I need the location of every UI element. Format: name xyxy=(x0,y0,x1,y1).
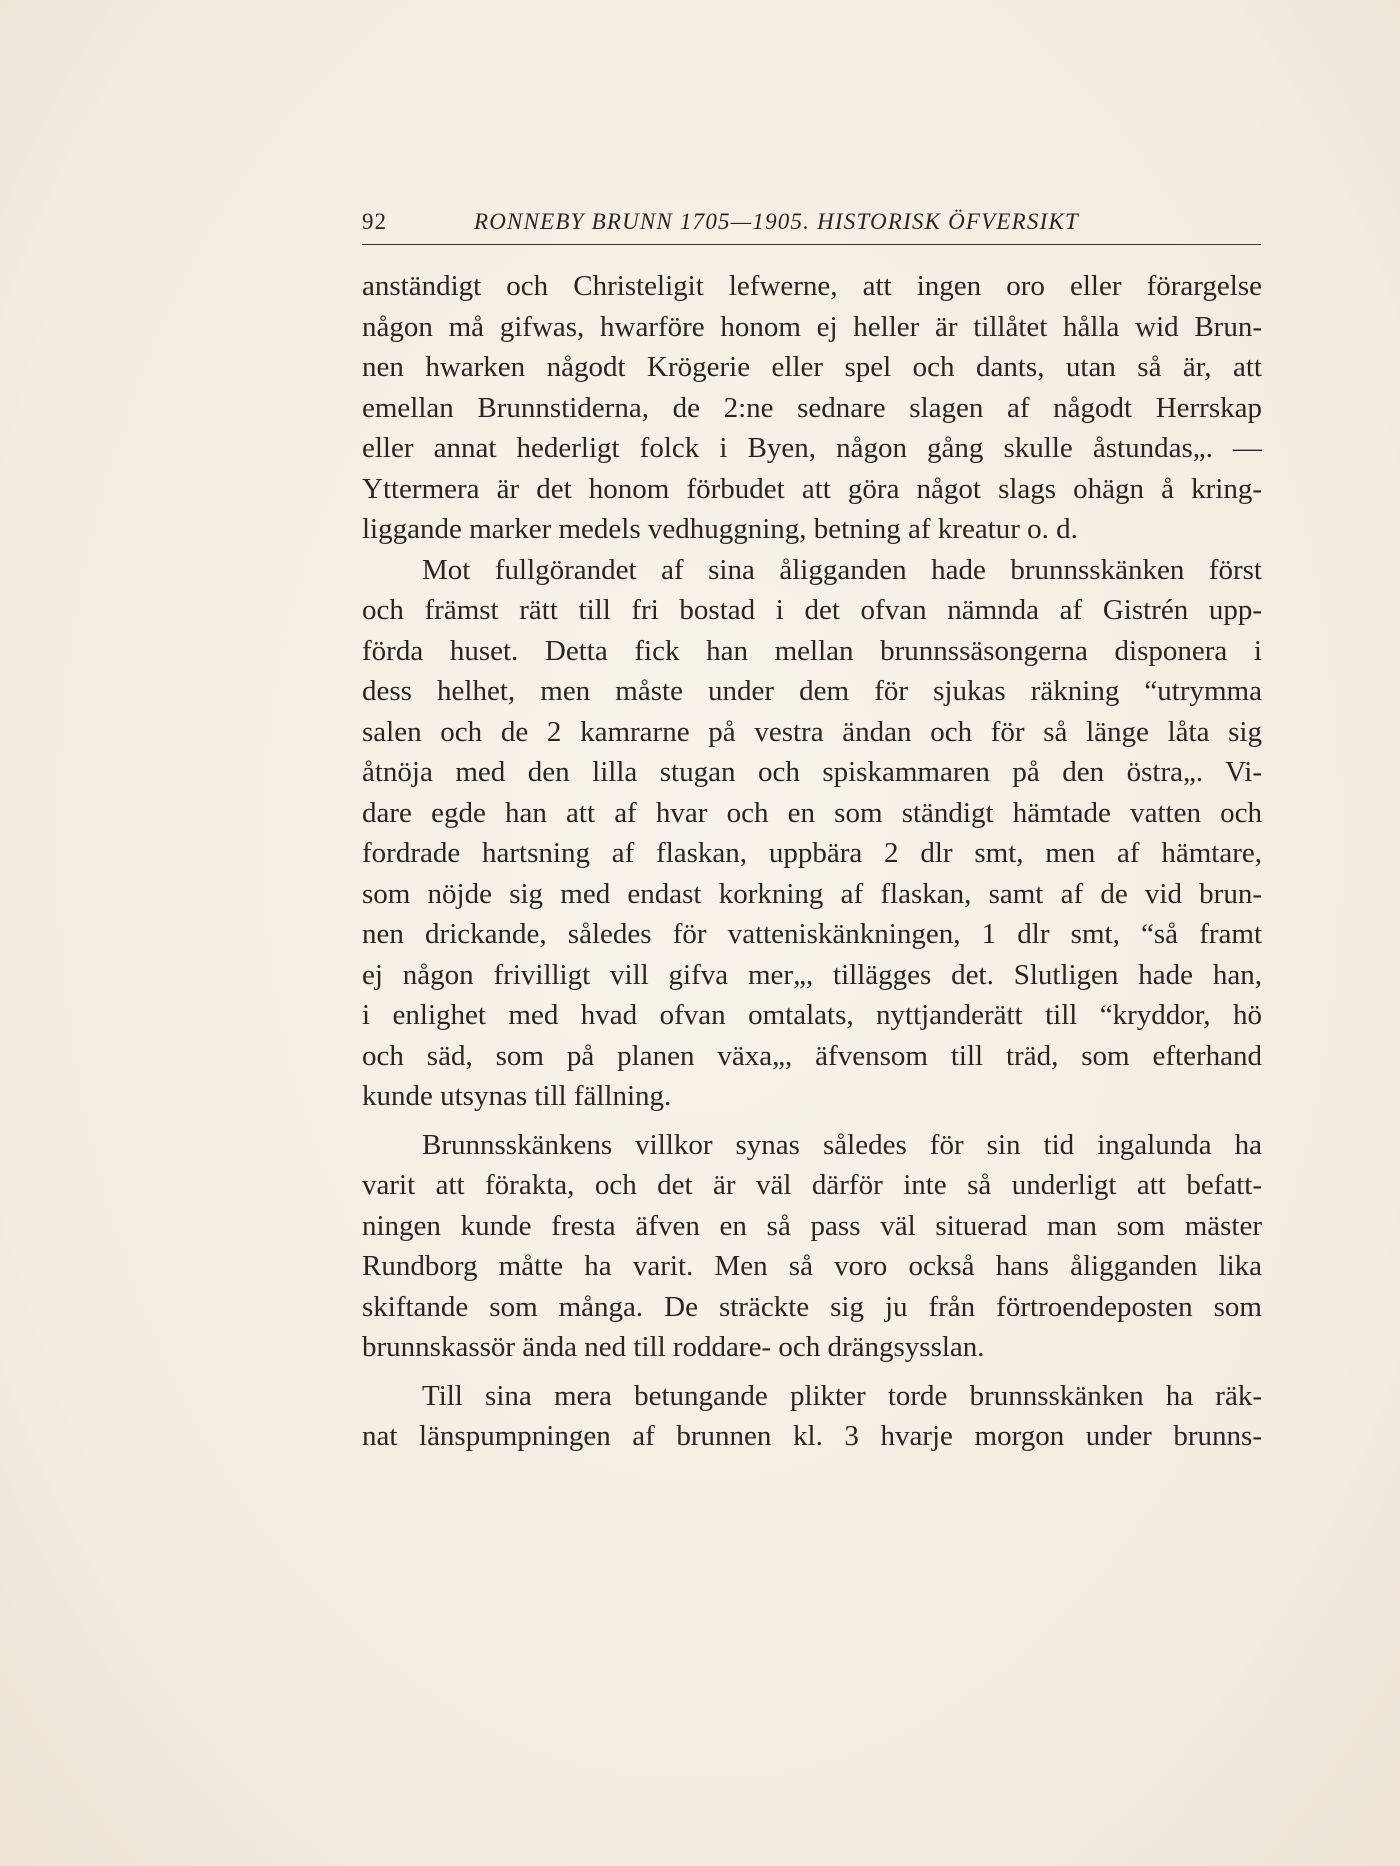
text-line: Rundborg måtte ha varit. Men så voro också hans åligganden lika xyxy=(362,1250,1262,1282)
paragraph-gap xyxy=(362,1368,1262,1376)
text-line: åtnöja med den lilla stugan och spiskammaren på den östra„. Vi- xyxy=(362,756,1262,788)
text-line: dare egde han att af hvar och en som ständigt hämtade vatten och xyxy=(362,796,1262,829)
text-line: och främst rätt till fri bostad i det ofvan nämnda af Gistrén upp- xyxy=(362,594,1262,626)
text-line: dess helhet, men måste under dem för sjukas räkning “utrymma xyxy=(362,675,1262,707)
paragraph xyxy=(362,1125,1262,1368)
text-line: som nöjde sig med endast korkning af flaskan, samt af de vid brun- xyxy=(362,877,1262,910)
text-line: skiftande som många. De sträckte sig ju från förtroendeposten som xyxy=(362,1290,1262,1323)
text-line: förda huset. Detta fick han mellan brunnssäsongerna disponera i xyxy=(362,634,1262,667)
paragraph xyxy=(362,550,1262,1117)
text-line: salen och de 2 kamrarne på vestra ändan och för så länge låta sig xyxy=(362,715,1262,748)
text-line: kunde utsynas till fällning. xyxy=(362,1080,672,1112)
text-line: nen drickande, således för vatteniskänkningen, 1 dlr smt, “så framt xyxy=(362,918,1262,950)
text-line: nen hwarken någodt Krögerie eller spel och dants, utan så är, att xyxy=(362,351,1262,383)
text-line: brunnskassör ända ned till roddare- och drängsysslan. xyxy=(362,1331,985,1363)
text-line: varit att förakta, och det är väl därför inte så underligt att befatt- xyxy=(362,1169,1262,1201)
text-line: Yttermera är det honom förbudet att göra något slags ohägn å kring- xyxy=(362,472,1262,505)
running-title: RONNEBY BRUNN 1705—1905. HISTORISK ÖFVERSIKT xyxy=(474,209,1080,234)
text-line: ej någon frivilligt vill gifva mer„, tillägges det. Slutligen hade han, xyxy=(362,958,1262,991)
text-line: nat länspumpningen af brunnen kl. 3 hvarje morgon under brunns- xyxy=(362,1420,1262,1452)
page-header xyxy=(362,205,1262,239)
text-line: och säd, som på planen växa„, äfvensom till träd, som efterhand xyxy=(362,1039,1262,1072)
text-line: eller annat hederligt folck i Byen, någon gång skulle åstundas„. — xyxy=(362,432,1262,464)
text-line: anständigt och Christeligit lefwerne, att ingen oro eller förargelse xyxy=(362,270,1262,302)
text-line: i enlighet med hvad ofvan omtalats, nyttjanderätt till “kryddor, hö xyxy=(362,999,1262,1031)
page-number: 92 xyxy=(362,209,387,234)
paragraph xyxy=(362,266,1262,550)
text-line: emellan Brunnstiderna, de 2:ne sednare slagen af någodt Herrskap xyxy=(362,391,1262,424)
text-line: liggande marker medels vedhuggning, betning af kreatur o. d. xyxy=(362,513,1078,545)
body-text xyxy=(362,266,1262,1457)
paragraph xyxy=(362,1376,1262,1457)
text-line: någon må gifwas, hwarföre honom ej heller är tillåtet hålla wid Brun- xyxy=(362,310,1262,343)
text-line: Till sina mera betungande plikter torde brunnsskänken ha räk- xyxy=(422,1379,1262,1412)
paragraph-gap xyxy=(362,1117,1262,1125)
text-line: fordrade hartsning af flaskan, uppbära 2 dlr smt, men af hämtare, xyxy=(362,837,1262,869)
text-line: Brunnsskänkens villkor synas således för sin tid ingalunda ha xyxy=(422,1128,1262,1161)
text-line: Mot fullgörandet af sina åligganden hade brunnsskänken först xyxy=(422,553,1262,586)
text-line: ningen kunde fresta äfven en så pass väl situerad man som mäster xyxy=(362,1209,1262,1242)
header-rule xyxy=(362,244,1261,245)
